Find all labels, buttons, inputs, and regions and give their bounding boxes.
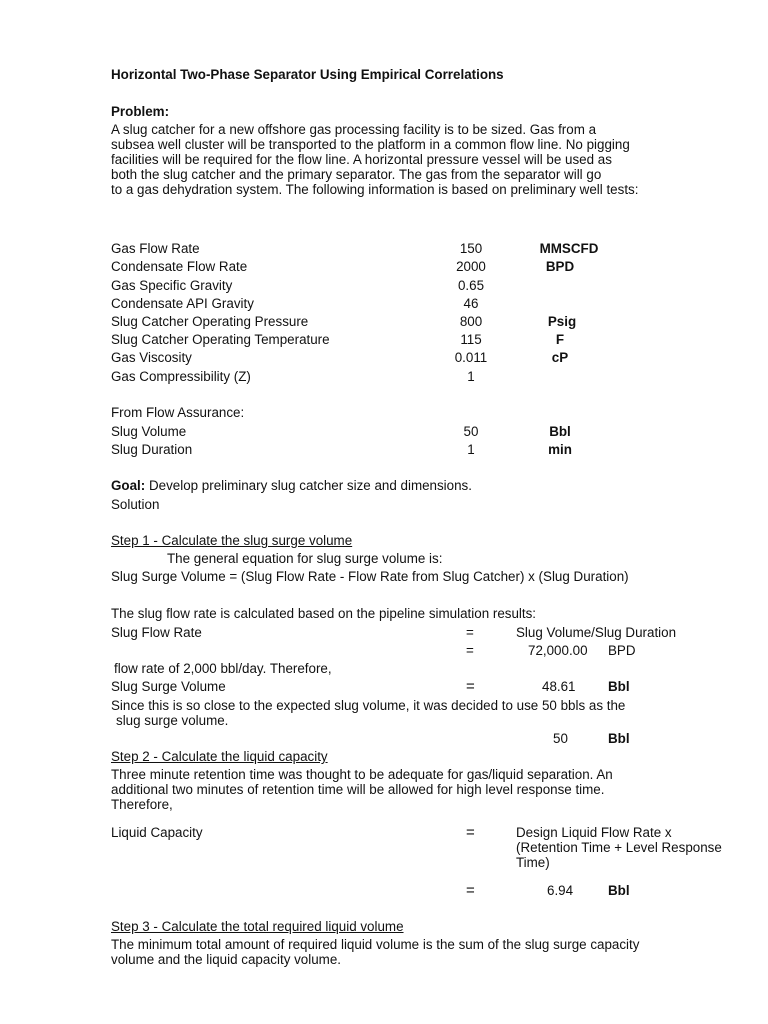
goal-label: Goal: — [111, 478, 146, 493]
final-surge-unit: Bbl — [608, 731, 630, 746]
step3-line-partial: volume and the liquid capacity volume. — [111, 952, 342, 967]
problem-line: to a gas dehydration system. The following information is based on preliminary well tests: — [111, 182, 639, 197]
equals-sign: = — [466, 824, 475, 841]
goal-text: Develop preliminary slug catcher size and dimensions. — [145, 478, 472, 493]
step2-line: Therefore, — [111, 797, 173, 812]
input-unit: cP — [551, 350, 569, 365]
equals-sign: = — [466, 882, 475, 899]
input-value: 0.65 — [457, 278, 485, 293]
equals-sign: = — [466, 625, 474, 640]
step3-line: The minimum total amount of required liquid volume is the sum of the slug surge capacity — [111, 937, 640, 952]
step1-calc-intro: The slug flow rate is calculated based on the pipeline simulation results: — [111, 606, 537, 621]
input-unit: F — [555, 332, 565, 347]
input-value: 800 — [459, 314, 483, 329]
input-value: 150 — [459, 241, 483, 256]
flow-assurance-unit: Bbl — [549, 424, 571, 439]
flow-assurance-label: Slug Duration — [111, 442, 193, 457]
input-unit: BPD — [545, 259, 575, 274]
step2-heading: Step 2 - Calculate the liquid capacity — [111, 749, 328, 764]
problem-line: both the slug catcher and the primary separator. The gas from the separator will go — [111, 167, 602, 182]
input-value: 115 — [460, 332, 482, 347]
flow-assurance-value: 50 — [463, 424, 479, 439]
input-value: 46 — [463, 296, 479, 311]
goal-line — [111, 478, 472, 493]
slug-flow-unit: BPD — [608, 643, 636, 658]
problem-line: facilities will be required for the flow line. A horizontal pressure vessel will be used as — [111, 152, 612, 167]
surge-label: Slug Surge Volume — [111, 679, 226, 694]
liquid-capacity-formula: (Retention Time + Level Response — [516, 840, 722, 855]
input-value: 0.011 — [454, 350, 488, 365]
input-label: Condensate API Gravity — [111, 296, 254, 311]
step1-heading: Step 1 - Calculate the slug surge volume — [111, 533, 353, 548]
slug-flow-value: 72,000.00 — [528, 643, 588, 658]
step1-intro: The general equation for slug surge volume is: — [167, 551, 443, 566]
step2-line: additional two minutes of retention time will be allowed for high level response time. — [111, 782, 605, 797]
surge-unit: Bbl — [608, 679, 630, 694]
flow-assurance-unit: min — [548, 442, 572, 457]
flow-assurance-value: 1 — [467, 442, 475, 457]
input-value: 1 — [467, 369, 475, 384]
input-label: Gas Specific Gravity — [111, 278, 233, 293]
input-label: Gas Viscosity — [111, 350, 192, 365]
liquid-capacity-label: Liquid Capacity — [111, 825, 203, 840]
input-unit: Psig — [547, 314, 577, 329]
input-label: Condensate Flow Rate — [111, 259, 248, 274]
step2-line: Three minute retention time was thought to be adequate for gas/liquid separation. An — [111, 767, 613, 782]
problem-line: subsea well cluster will be transported to the platform in a common flow line. No pigging — [111, 137, 630, 152]
step1-note: flow rate of 2,000 bbl/day. Therefore, — [114, 661, 332, 676]
equals-sign: = — [466, 678, 475, 695]
problem-line: A slug catcher for a new offshore gas processing facility is to be sized. Gas from a — [111, 122, 597, 137]
step3-heading: Step 3 - Calculate the total required liquid volume — [111, 919, 404, 934]
solution-label: Solution — [111, 497, 160, 512]
document-title: Horizontal Two-Phase Separator Using Empirical Correlations — [111, 67, 504, 82]
liquid-capacity-formula: Time) — [516, 855, 550, 870]
surge-value: 48.61 — [542, 679, 576, 694]
input-unit: MMSCFD — [539, 241, 599, 256]
liquid-capacity-unit: Bbl — [608, 883, 630, 898]
decision-line: slug surge volume. — [116, 713, 229, 728]
input-label: Slug Catcher Operating Temperature — [111, 332, 330, 347]
input-value: 2000 — [456, 259, 486, 274]
decision-line: Since this is so close to the expected slug volume, it was decided to use 50 bbls as the — [111, 698, 626, 713]
step1-equation: Slug Surge Volume = (Slug Flow Rate - Flow Rate from Slug Catcher) x (Slug Duration) — [111, 569, 629, 584]
slug-flow-formula: Slug Volume/Slug Duration — [516, 625, 677, 640]
flow-assurance-heading: From Flow Assurance: — [111, 405, 245, 420]
liquid-capacity-value: 6.94 — [547, 883, 574, 898]
equals-sign: = — [466, 643, 474, 658]
input-label: Gas Flow Rate — [111, 241, 200, 256]
slug-flow-label: Slug Flow Rate — [111, 625, 202, 640]
flow-assurance-label: Slug Volume — [111, 424, 187, 439]
problem-heading: Problem: — [111, 104, 170, 119]
final-surge-value: 50 — [553, 731, 568, 746]
input-label: Gas Compressibility (Z) — [111, 369, 251, 384]
input-label: Slug Catcher Operating Pressure — [111, 314, 309, 329]
liquid-capacity-formula: Design Liquid Flow Rate x — [516, 825, 672, 840]
